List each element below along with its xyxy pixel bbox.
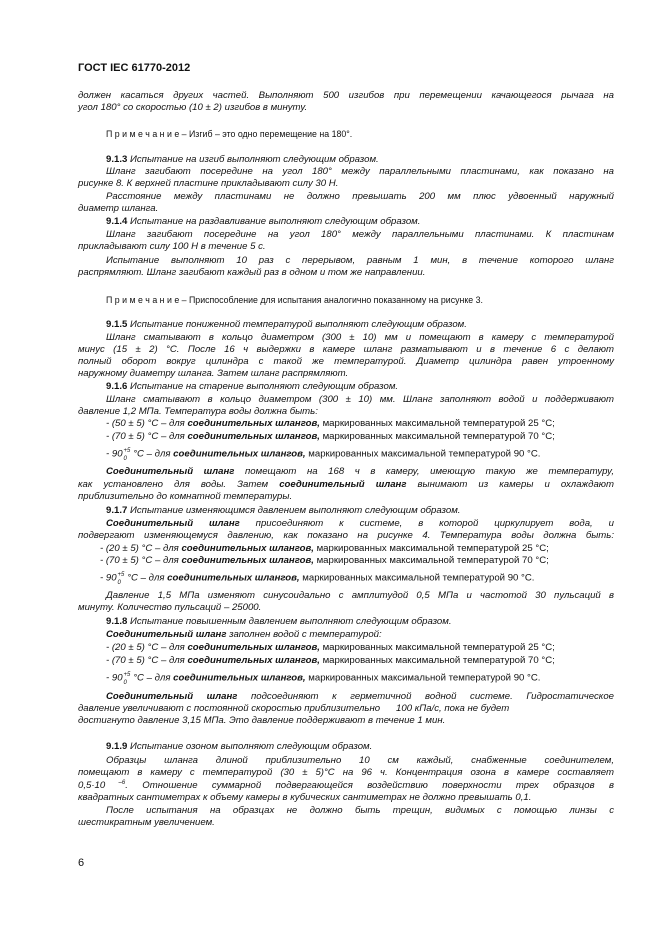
item-text: - (70 ± 5) °С – для [106, 431, 188, 442]
item-text: присоединяют к системе, в которой циркулирует вода, и [239, 518, 614, 529]
section-title: Испытание озоном выполняют следующим образом. [127, 741, 373, 752]
term-bold: Соединительный шланг [106, 691, 238, 702]
tolerance-lower: 0 [117, 580, 121, 586]
text-line: шестикратным увеличением. [78, 817, 215, 828]
text-line: наружному диаметру шланга. Затем шланг распрямляют. [78, 368, 349, 379]
item-text: °С – для [124, 572, 168, 584]
note: П р и м е ч а н и е – Изгиб – это одно перемещение на 180°. [106, 129, 353, 139]
section-number: 9.1.9 [106, 741, 128, 752]
text-line [106, 691, 614, 703]
item-text: маркированных максимальной температурой 25 °С; [313, 543, 549, 554]
tolerance-lower: 0 [123, 680, 127, 686]
item-text: - (70 ± 5) °С – для [106, 655, 188, 666]
item-text: - 90 [106, 448, 123, 460]
term-bold: соединительных шлангов, [187, 431, 320, 442]
text-line: должен касаться других частей. Выполняют 500 изгибов при перемещении качающегося рычага на [78, 90, 614, 101]
tolerance-upper: +5 [123, 672, 131, 678]
term-bold: Соединительный шланг [106, 629, 227, 640]
text-line: давление 1,2 МПа. Температура воды должна быть: [78, 406, 318, 417]
text-line: минуту. Количество пульсаций – 25000. [78, 602, 262, 613]
item-text: 0,5·10 [78, 780, 106, 791]
section-9-1-6 [106, 381, 398, 393]
section-title: Испытание на изгиб выполняют следующим образом. [127, 154, 379, 165]
tolerance-lower: 0 [123, 456, 127, 462]
text-line: Расстояние между пластинами не должно превышать 200 мм плюс удвоенный наружный [106, 191, 614, 202]
item-text: подсоединяют к герметичной водной системе. Гидростатическое [237, 691, 614, 702]
list-item [106, 672, 540, 685]
item-text: маркированных максимальной температурой 70 °С; [319, 655, 555, 666]
item-text: маркированных максимальной температурой 90 °С. [299, 572, 535, 584]
item-text: - (20 ± 5) °С – для [106, 642, 188, 653]
list-item [106, 418, 555, 430]
list-item [106, 431, 555, 443]
text-line: Испытание выполняют 10 раз с перерывом, равным 1 мин, в течение которого шланг [106, 255, 614, 266]
text-line: Шланг загибают посередине на угол 180° между параллельными пластинами, как показано на [106, 166, 614, 177]
text-line: Давление 1,5 МПа изменяют синусоидально с амплитудой 0,5 МПа и частотой 30 пульсаций в [106, 590, 614, 601]
text-line [78, 479, 614, 491]
item-text: маркированных максимальной температурой 25 °С; [319, 418, 555, 429]
section-9-1-4 [106, 216, 420, 228]
item-text: - (70 ± 5) °С – для [100, 555, 182, 566]
item-text: помещают на 168 ч в камеру, имеющую такую же температуру, [234, 466, 614, 477]
item-text: вынимают из камеры и охлаждают [406, 479, 614, 490]
text-line: приблизительно до комнатной температуры. [78, 491, 293, 502]
section-title: Испытание повышенным давлением выполняют следующим образом. [127, 616, 452, 627]
section-number: 9.1.7 [106, 505, 128, 516]
text-line: помещают в камеру с температурой (30 ± 5)°С на 96 ч. Концентрация озона в камере составляет [78, 767, 614, 778]
text-line: полный оборот вокруг цилиндра с такой же температурой. Диаметр цилиндра равен утроенному [78, 356, 614, 367]
list-item [100, 555, 549, 567]
item-text: . Отношение суммарной подвергающейся воздействию поверхности трех образцов в [125, 780, 614, 791]
text-line: После испытания на образцах не должно быть трещин, видимых с помощью линзы с [106, 805, 614, 816]
item-text: как установлено для воды. Затем [78, 479, 280, 490]
section-number: 9.1.3 [106, 154, 128, 165]
text-line [106, 518, 614, 530]
text-line: угол 180° со скоростью (10 ± 2) изгибов в минуту. [78, 102, 308, 113]
section-9-1-7 [106, 505, 460, 517]
document-header: ГОСТ IEC 61770-2012 [78, 62, 191, 74]
item-text: маркированных максимальной температурой 25 °С; [319, 642, 555, 653]
text-line: Шланг сматывают в кольцо диаметром (300 ± 10) мм. Шланг заполняют водой и поддерживают [106, 394, 614, 405]
list-item [100, 572, 534, 585]
list-item [100, 543, 549, 555]
tolerance [117, 572, 125, 584]
section-number: 9.1.8 [106, 616, 128, 627]
text-line: Образцы шланга длиной приблизительно 10 см каждый, снабженные соединителем, [106, 755, 614, 766]
tolerance-upper: +5 [123, 448, 131, 454]
tolerance [123, 672, 131, 684]
section-9-1-8 [106, 616, 452, 628]
section-9-1-9 [106, 741, 372, 753]
item-text: маркированных максимальной температурой 90 °С. [305, 448, 541, 460]
item-text: - (50 ± 5) °С – для [106, 418, 188, 429]
section-title: Испытание изменяющимся давлением выполняют следующим образом. [127, 505, 461, 516]
term-bold: соединительных шлангов, [167, 572, 300, 584]
text-line [78, 780, 614, 792]
term-bold: соединительных шлангов, [173, 448, 306, 460]
item-text: маркированных максимальной температурой 70 °С; [313, 555, 549, 566]
section-9-1-3 [106, 154, 379, 166]
term-bold: Соединительный шланг [106, 518, 240, 529]
text-line: давление увеличивают с постоянной скоростью приблизительно 100 кПа/с, пока не будет [78, 703, 510, 714]
item-text: °С – для [130, 448, 174, 460]
list-item [106, 642, 555, 654]
text-line: минус (15 ± 2) °С. После 16 ч выдержки в камере шланг разматывают и в течение 6 с делают [78, 344, 614, 355]
item-text: - (20 ± 5) °С – для [100, 543, 182, 554]
text-line: квадратных сантиметрах к объему камеры в кубических сантиметрах не должно превышать 0,1. [78, 792, 532, 803]
section-9-1-5 [106, 319, 467, 331]
section-title: Испытание пониженной температурой выполняют следующим образом. [127, 319, 467, 330]
term-bold: соединительных шлангов, [187, 418, 320, 429]
term-bold: соединительных шлангов, [181, 555, 314, 566]
item-text: заполнен водой с температурой: [226, 629, 382, 640]
tolerance-upper: +5 [117, 572, 125, 578]
section-number: 9.1.4 [106, 216, 128, 227]
text-line [106, 629, 382, 641]
text-line [106, 466, 614, 478]
term-bold: соединительный шланг [279, 479, 407, 490]
text-line: достигнуто давление 3,15 МПа. Это давление поддерживают в течение 1 мин. [78, 715, 446, 726]
text-line: диаметр шланга. [78, 203, 159, 214]
text-line: Шланг загибают посередине на угол 180° между параллельными пластинами. К пластинам [106, 229, 614, 240]
item-text: - 90 [106, 672, 123, 684]
item-text: маркированных максимальной температурой 90 °С. [305, 672, 541, 684]
item-text: - 90 [100, 572, 117, 584]
text-line: рисунке 8. К верхней пластине прикладывают силу 30 Н. [78, 178, 339, 189]
text-line: распрямляют. Шланг загибают каждый раз в одном и том же направлении. [78, 267, 426, 278]
text-line: прикладывают силу 100 Н в течение 5 с. [78, 241, 266, 252]
list-item [106, 448, 540, 461]
tolerance [123, 448, 131, 460]
text-line: подвергают изменяющемуся давлению, как показано на рисунке 4. Температура воды должна быть: [78, 530, 614, 541]
term-bold: соединительных шлангов, [173, 672, 306, 684]
term-bold: соединительных шлангов, [187, 655, 320, 666]
section-number: 9.1.6 [106, 381, 128, 392]
page-number: 6 [78, 857, 85, 869]
section-number: 9.1.5 [106, 319, 128, 330]
note: П р и м е ч а н и е – Приспособление для испытания аналогично показанному на рисунке 3. [106, 295, 483, 305]
list-item [106, 655, 555, 667]
section-title: Испытание на раздавливание выполняют следующим образом. [127, 216, 421, 227]
item-text: маркированных максимальной температурой 70 °С; [319, 431, 555, 442]
term-bold: соединительных шлангов, [181, 543, 314, 554]
item-text: °С – для [130, 672, 174, 684]
section-title: Испытание на старение выполняют следующим образом. [127, 381, 399, 392]
term-bold: соединительных шлангов, [187, 642, 320, 653]
text-line: Шланг сматывают в кольцо диаметром (300 ± 10) мм и помещают в камеру с температурой [106, 332, 614, 343]
term-bold: Соединительный шланг [106, 466, 235, 477]
exponent: –6 [105, 779, 126, 786]
